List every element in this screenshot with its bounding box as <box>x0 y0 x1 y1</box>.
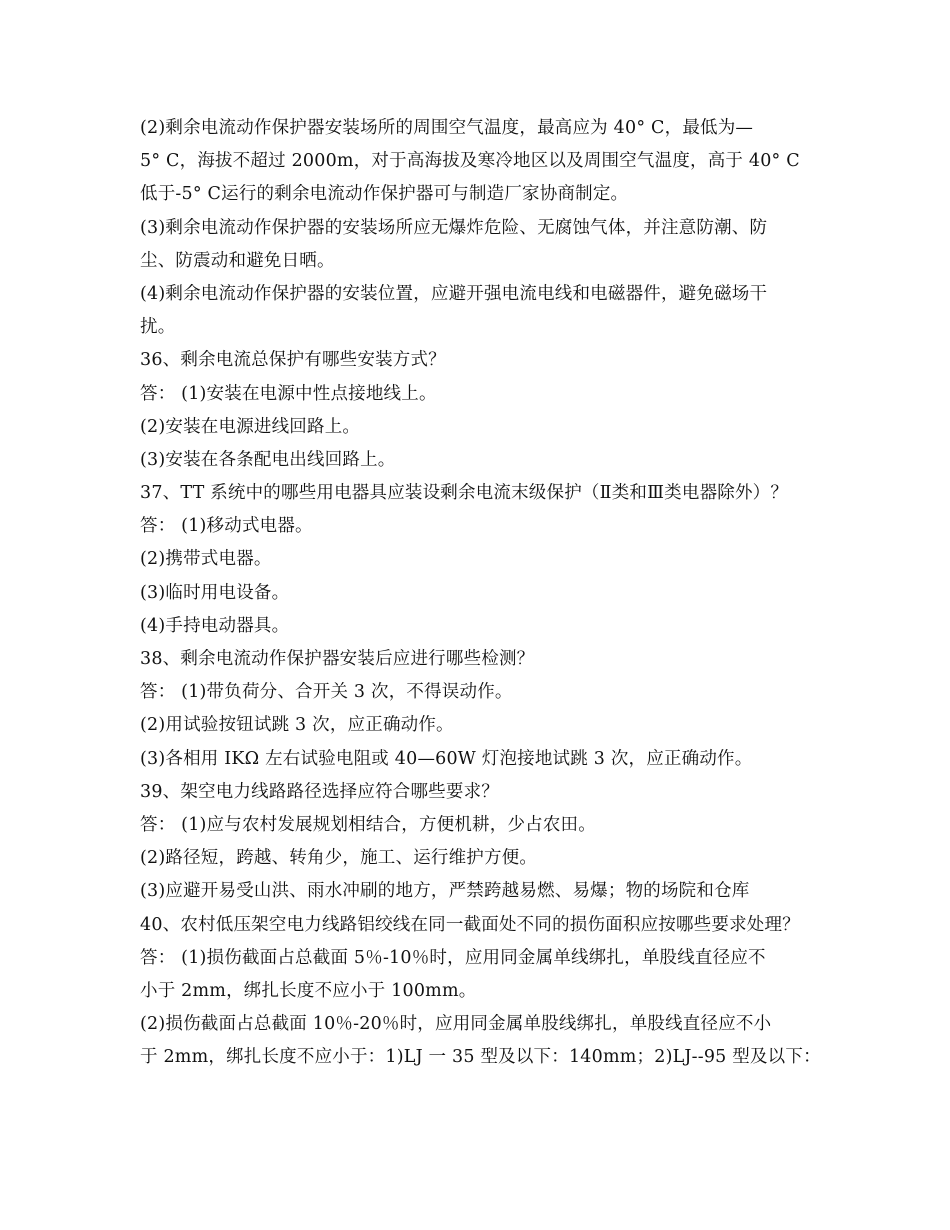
text-line: 低于-5° C运行的剩余电流动作保护器可与制造厂家协商制定。 <box>140 184 629 205</box>
text-line: 答： (1)应与农村发展规划相结合，方便机耕，少占农田。 <box>140 814 596 835</box>
text-line: 38、剩余电流动作保护器安装后应进行哪些检测？ <box>140 649 535 669</box>
text-line: (2)安装在电源进线回路上。 <box>140 416 361 437</box>
text-line: 39、架空电力线路路径选择应符合哪些要求？ <box>140 781 499 802</box>
text-line: 37、TT 系统中的哪些用电器具应装设剩余电流末级保护（Ⅱ类和Ⅲ类电器除外）？ <box>140 483 789 504</box>
text-line: 答： (1)损伤截面占总截面 5％-10％时，应用同金属单线绑扎，单股线直径应不 <box>140 947 766 968</box>
text-line: (3)剩余电流动作保护器的安装场所应无爆炸危险、无腐蚀气体，并注意防潮、防 <box>140 217 768 238</box>
text-line: (3)安装在各条配电出线回路上。 <box>140 449 396 470</box>
text-line: 40、农村低压架空电力线路铝绞线在同一截面处不同的损伤面积应按哪些要求处理？ <box>140 914 800 935</box>
text-line: (2)路径短，跨越、转角少，施工、运行维护方便。 <box>140 848 538 869</box>
text-line: 答： (1)移动式电器。 <box>140 516 313 537</box>
text-line: (3)各相用 IKΩ 左右试验电阻或 40—60W 灯泡接地试跳 3 次，应正确动作。 <box>140 748 753 769</box>
text-line: 答： (1)安装在电源中性点接地线上。 <box>140 383 437 404</box>
text-line: (2)用试验按钮试跳 3 次，应正确动作。 <box>140 715 454 736</box>
text-line: 于 2mm，绑扎长度不应小于：1)LJ 一 35 型及以下：140mm；2)LJ--95 型及以下： <box>140 1047 821 1068</box>
text-line: 5° C，海拔不超过 2000m，对于高海拔及寒冷地区以及周围空气温度，高于 40° C <box>140 151 800 172</box>
text-line: 小于 2mm，绑扎长度不应小于 100mm。 <box>140 980 477 1001</box>
document-body <box>140 112 830 1074</box>
text-line: (3)临时用电设备。 <box>140 582 290 603</box>
text-line: 答： (1)带负荷分、合开关 3 次，不得误动作。 <box>140 682 513 703</box>
text-line: 36、剩余电流总保护有哪些安装方式？ <box>140 350 446 371</box>
text-line: (2)剩余电流动作保护器安装场所的周围空气温度，最高应为 40° C，最低为— <box>140 118 754 138</box>
text-line: 尘、防震动和避免日晒。 <box>140 250 335 271</box>
text-line: (2)损伤截面占总截面 10％-20％时，应用同金属单股线绑扎，单股线直径应不小 <box>140 1014 772 1035</box>
text-line: (4)剩余电流动作保护器的安装位置，应避开强电流电线和电磁器件，避免磁场干 <box>140 283 768 304</box>
text-line: (3)应避开易受山洪、雨水冲刷的地方，严禁跨越易燃、易爆；物的场院和仓库 <box>140 881 750 902</box>
text-line: 扰。 <box>140 317 176 338</box>
text-line: (4)手持电动器具。 <box>140 615 290 636</box>
text-line: (2)携带式电器。 <box>140 549 272 570</box>
